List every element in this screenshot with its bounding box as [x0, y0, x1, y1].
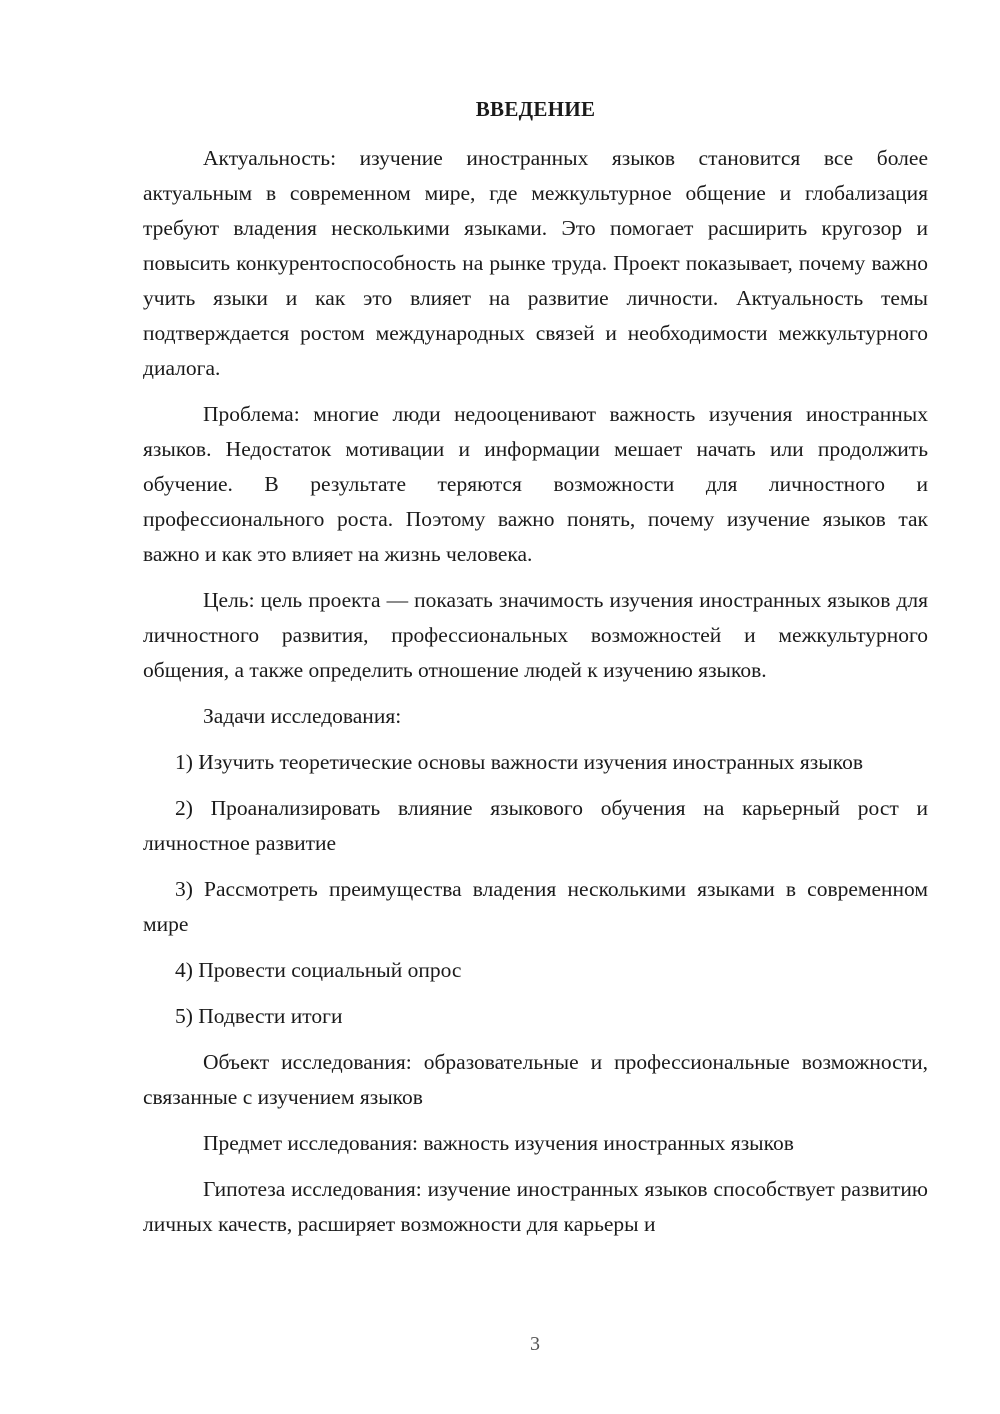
tasks-heading: Задачи исследования: — [203, 704, 402, 728]
object-paragraph: Объект исследования: образовательные и профессиональные возможности, связанные с изучением языков — [143, 1050, 928, 1109]
document-page — [143, 92, 928, 1253]
subject-paragraph: Предмет исследования: важность изучения иностранных языков — [203, 1131, 794, 1155]
task-item-4: 4) Провести социальный опрос — [175, 958, 462, 982]
section-title: ВВЕДЕНИЕ — [475, 97, 596, 121]
page-number: 3 — [530, 1333, 540, 1355]
task-item-3: 3) Рассмотреть преимущества владения несколькими языками в современном мире — [143, 877, 928, 936]
task-item-2: 2) Проанализировать влияние языкового обучения на карьерный рост и личностное развитие — [143, 796, 928, 855]
task-item-1: 1) Изучить теоретические основы важности изучения иностранных языков — [175, 750, 863, 774]
hypothesis-paragraph: Гипотеза исследования: изучение иностранных языков способствует развитию личных качеств, расширяет возможности для карьеры и — [143, 1177, 928, 1236]
problem-paragraph: Проблема: многие люди недооценивают важность изучения иностранных языков. Недостаток мотивации и информации мешает начать или продолжить обучение. В результате теряются возможности для личностного и профессионального роста. Поэтому важно понять, почему изучение языков так важно и как это влияет на жизнь человека. — [143, 402, 928, 566]
relevance-paragraph: Актуальность: изучение иностранных языков становится все более актуальным в современном мире, где межкультурное общение и глобализация требуют владения несколькими языками. Это помогает расширить кругозор и повысить конкурентоспособность на рынке труда. Проект показывает, почему важно учить языки и как это влияет на развитие личности. Актуальность темы подтверждается ростом международных связей и необходимости межкультурного диалога. — [143, 146, 928, 380]
task-item-5: 5) Подвести итоги — [175, 1004, 343, 1028]
goal-paragraph: Цель: цель проекта — показать значимость изучения иностранных языков для личностного развития, профессиональных возможностей и межкультурного общения, а также определить отношение людей к изучению языков. — [143, 588, 928, 682]
